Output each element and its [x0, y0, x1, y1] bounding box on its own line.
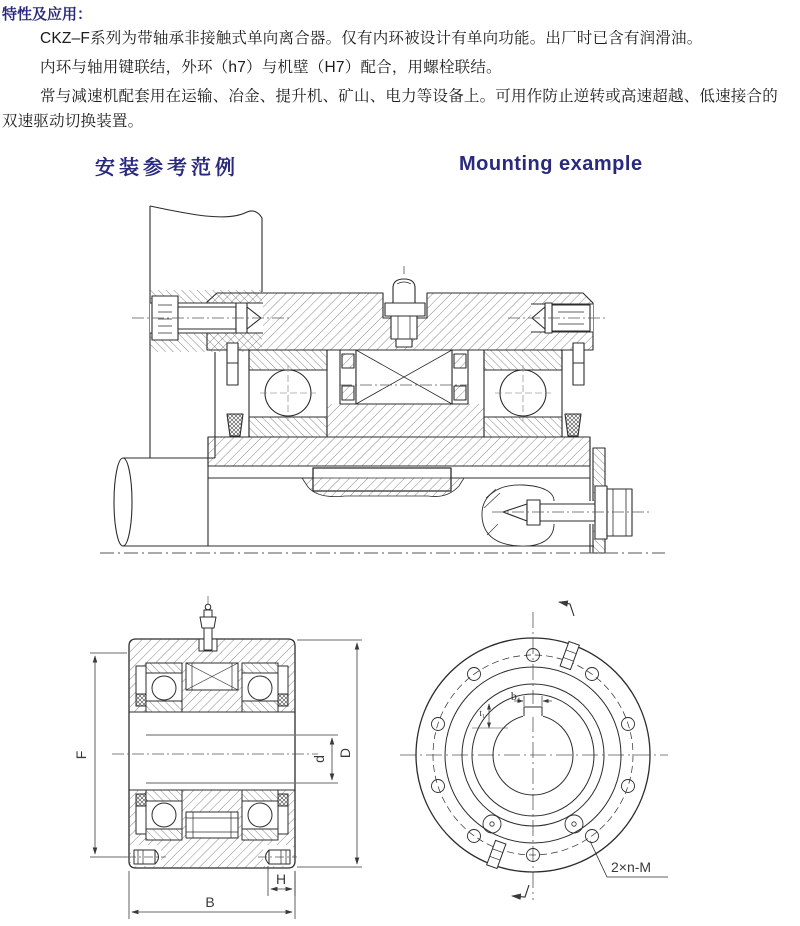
dim-label-d: d: [311, 755, 327, 763]
section-view-drawing: [73, 596, 362, 919]
front-view-drawing: [400, 602, 668, 900]
intro-line-3: 常与减速机配套用在运输、冶金、提升机、矿山、电力等设备上。可用作防止逆转或高速超越、低速接合的: [40, 88, 778, 105]
intro-line-4: 双速驱动切换装置。: [2, 113, 144, 130]
section-title: 特性及应用：: [2, 6, 93, 23]
intro-line-2: 内环与轴用键联结，外环（h7）与机壁（H7）配合，用螺栓联结。: [40, 59, 502, 76]
keyway-depth-label: t₁: [479, 708, 485, 718]
keyway-width-label: b₁: [510, 689, 521, 703]
dim-label-D: D: [337, 747, 353, 759]
heading-zh: 安装参考范例: [95, 157, 239, 179]
dim-label-H: H: [275, 871, 287, 887]
dim-label-f: F: [73, 750, 89, 760]
bolt-holes-label: 2×n-M: [611, 859, 652, 875]
dim-label-B: B: [205, 894, 215, 910]
technical-drawings: [0, 185, 800, 926]
mounting-example-drawing: [100, 206, 665, 553]
intro-line-1: CKZ–F系列为带轴承非接触式单向离合器。仅有内环被设计有单向功能。出厂时已含有润滑油。: [40, 30, 703, 47]
heading-en: Mounting example: [459, 153, 643, 175]
